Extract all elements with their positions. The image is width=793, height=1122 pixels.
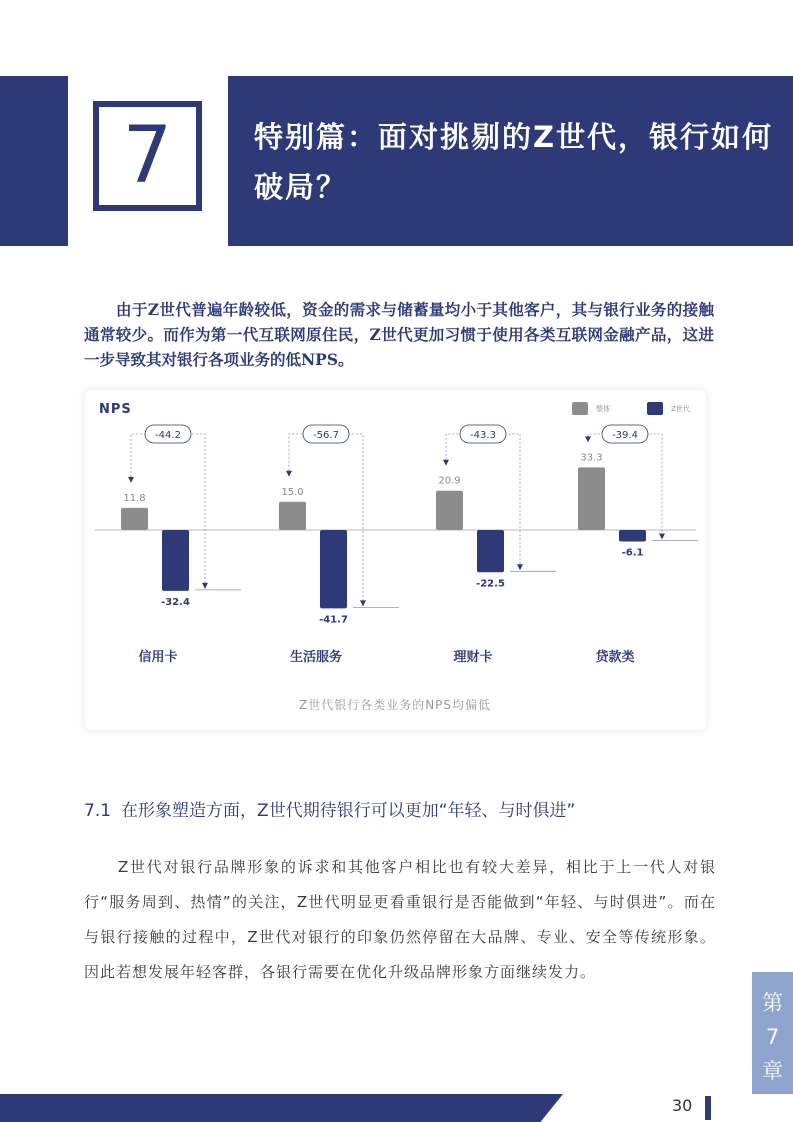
side-tab-char: 7: [765, 1025, 780, 1049]
bar-label-overall: 11.8: [123, 492, 146, 504]
category-label: 贷款类: [595, 650, 635, 665]
bar-genz: [619, 530, 646, 541]
bar-label-overall: 15.0: [281, 486, 304, 498]
bar-label-genz: -32.4: [161, 596, 190, 608]
bar-label-genz: -6.1: [621, 547, 644, 559]
legend-swatch-overall: [572, 402, 588, 415]
section-number: 7.1: [84, 801, 112, 821]
section-body: Z世代对银行品牌形象的诉求和其他客户相比也有较大差异，相比于上一代人对银行“服务周到、热情”的关注，Z世代明显更看重银行是否能做到“年轻、与时俱进”。而在与银行接触的过程中，Z世代对银行的印象仍然停留在大品牌、专业、安全等传统形象。因此若想发展年轻客群，各银行需要在优化升级品牌形象方面继续发力。: [84, 858, 716, 981]
diff-arrow-left: [286, 471, 292, 477]
bar-overall: [279, 502, 306, 530]
section-title: 在形象塑造方面，Z世代期待银行可以更加“年轻、与时俱进”: [121, 801, 576, 821]
page-number-mark: [705, 1096, 711, 1120]
diff-arrow-left: [585, 436, 591, 442]
chapter-number: 7: [122, 111, 173, 201]
bar-label-genz: -22.5: [476, 578, 505, 590]
chapter-number-box: [93, 101, 202, 211]
chart-caption: Z世代银行各类业务的NPS均偏低: [298, 698, 492, 712]
bar-label-overall: 33.3: [580, 452, 603, 464]
bar-overall: [578, 467, 605, 530]
diff-arrow-left: [128, 477, 134, 483]
bar-label-genz: -41.7: [319, 614, 348, 626]
footer-bar: [0, 1094, 563, 1122]
page-number: 30: [672, 1096, 693, 1115]
chapter-title: 特别篇：面对挑剔的Z世代，银行如何破局？: [254, 120, 774, 204]
legend-swatch-genz: [647, 402, 663, 415]
legend-label-overall: 整体: [596, 405, 610, 413]
bar-genz: [320, 530, 347, 608]
bar-label-overall: 20.9: [438, 475, 461, 487]
category-label: 生活服务: [289, 650, 343, 665]
diff-arrow-right: [659, 533, 665, 539]
nps-chart-card: [85, 390, 706, 730]
bar-genz: [477, 530, 504, 572]
diff-arrow-left: [443, 460, 449, 466]
diff-value: -43.3: [470, 430, 496, 441]
diff-value: -39.4: [612, 430, 638, 441]
intro-paragraph: 由于Z世代普遍年龄较低，资金的需求与储蓄量均小于其他客户，其与银行业务的接触通常较少。而作为第一代互联网原住民，Z世代更加习惯于使用各类互联网金融产品，这进一步导致其对银行各项业务的低NPS。: [84, 300, 714, 369]
bar-overall: [121, 508, 148, 530]
diff-arrow-right: [517, 564, 523, 570]
diff-value: -44.2: [155, 430, 181, 441]
nps-chart: [85, 390, 706, 730]
chapter-side-tab: [752, 972, 793, 1094]
category-label: 理财卡: [453, 650, 493, 665]
diff-arrow-right: [360, 600, 366, 606]
diff-arrow-right: [202, 583, 208, 589]
side-tab-char: 第: [762, 991, 783, 1015]
category-label: 信用卡: [138, 650, 178, 665]
bar-genz: [162, 530, 189, 591]
header-banner-left: [0, 76, 68, 246]
bar-overall: [436, 491, 463, 530]
section-heading: [84, 796, 724, 821]
chart-ylabel: NPS: [99, 402, 132, 417]
legend-label-genz: Z世代: [671, 405, 690, 413]
side-tab-char: 章: [762, 1059, 783, 1083]
diff-value: -56.7: [313, 430, 339, 441]
